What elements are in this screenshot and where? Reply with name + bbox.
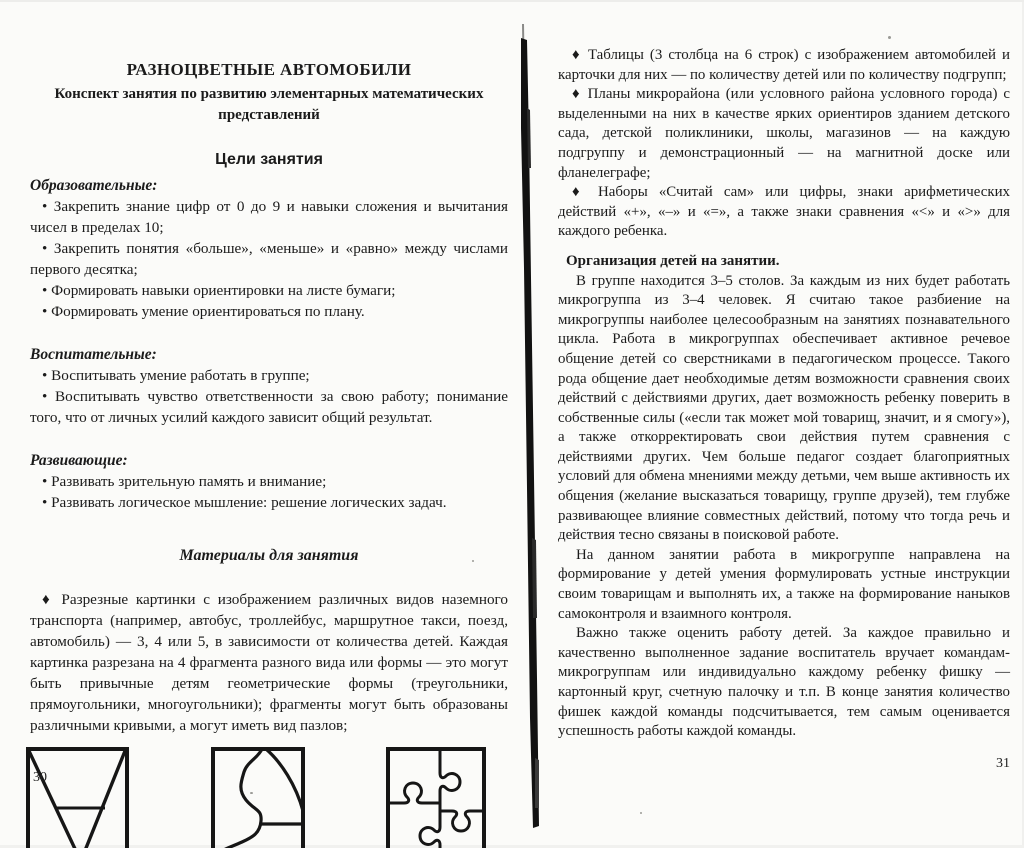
- goal-item: • Развивать логическое мышление: решение логических задач.: [42, 494, 447, 511]
- organization-paragraph: Важно также оценить работу детей. За каждое правильно и качественно выполненное задание воспитатель вручает командам-микрогруппам или индивидуально каждому ребенку фишку — картонный круг, счетную палочку и т.п. В конце занятия количество фишек каждой команды подсчитывается, тем самым оценивается успешность работы каждой команды.: [558, 625, 1010, 740]
- materials-intro-text: ♦ Разрезные картинки с изображением различных видов наземного транспорта (например, автобус, троллейбус, маршрутное такси, поезд, автомобиль) — 3, 4 или 5, в зависимости от количества детей. Каждая картинка разрезана на 4 фрагмента разного вида или формы — это могут быть привычные детям геометрические формы (треугольники, прямоугольники, многоугольники); фрагменты могут быть образованы различными кривыми, а могут иметь вид пазлов;: [30, 591, 508, 734]
- group-label-developing: Развивающие:: [30, 452, 128, 469]
- organization-paragraph: На данном занятии работа в микрогруппе направлена на формирование у детей умения формулировать устные инструкции своим товарищам и выполнять их, а также на формирование наныков самоконтроля и взаимного контроля.: [558, 546, 1010, 622]
- organization-paragraph: В группе находится 3–5 столов. За каждым из них будет работать микрогруппа из 3–4 человек. Я считаю такое разбиение на микрогруппы наиболее целесообразным на занятиях познавательного цикла. Работа в микрогруппах обеспечивает активное речевое общение детей со сверстниками в педагогическом процессе. Такого рода общение дает необходимые детям возможности сравнения своих действий с действиями других, дает возможность ребенку поверить в собственные силы («если так может мой товарищ, значит, и я смогу»), а также откорректировать свои действия путем сравнения с действиями других. Чем больше педагог создает благоприятных условий для обмена мнениями между детьми, чем выше активность их общения (желание высказаться товарищу, группе друзей), тем глубже развивающее влияние совместных действий, потому что тогда речь и действия тесно связаны в поисковой работе.: [558, 272, 1010, 544]
- lesson-subtitle: Конспект занятия по развитию элементарных математических представлений: [54, 86, 484, 123]
- goal-item: • Воспитывать умение работать в группе;: [42, 367, 310, 384]
- square-cut-as-puzzle-figure: [384, 745, 488, 848]
- materials-item: ♦ Наборы «Считай сам» или цифры, знаки арифметических действий «+», «–» и «=», а также знаки сравнения «<» и «>» для каждого ребенка.: [558, 184, 1010, 240]
- book-spine-scan-artifact: [505, 18, 547, 848]
- cut-picture-figures: [24, 745, 488, 848]
- materials-item: ♦ Таблицы (3 столбца на 6 строк) с изображением автомобилей и карточки для них — по количеству детей или по количеству подгрупп;: [558, 47, 1010, 83]
- goal-item: • Закрепить знание цифр от 0 до 9 и навыки сложения и вычитания чисел в пределах 10;: [30, 198, 508, 236]
- page-number-right: 31: [996, 756, 1010, 771]
- goal-item: • Воспитывать чувство ответственности за свою работу; понимание того, что от личных усилий каждого зависит общий результат.: [30, 388, 508, 426]
- page-left: [30, 48, 508, 848]
- scan-speck: [472, 560, 474, 562]
- goal-item: • Закрепить понятия «больше», «меньше» и «равно» между числами первого десятка;: [30, 240, 508, 278]
- materials-item: ♦ Планы микрорайона (или условного района условного города) с выделенными на них в качестве ярких ориентиров зданием детского сада, детской поликлиники, школы, магазинов — на каждую подгруппу и демонстрационный — на магнитной доске или фланелеграфе;: [558, 86, 1010, 181]
- goals-heading: Цели занятия: [215, 151, 323, 168]
- scan-speck: [888, 36, 891, 39]
- goal-item: • Развивать зрительную память и внимание;: [42, 473, 327, 490]
- square-cut-by-triangles-figure: [24, 745, 131, 848]
- goal-item: • Формировать умение ориентироваться по плану.: [42, 303, 365, 320]
- scan-speck: [250, 792, 253, 794]
- materials-heading: Материалы для занятия: [179, 547, 359, 564]
- page-number-left: 30: [33, 770, 47, 785]
- square-cut-by-curves-figure: [209, 745, 307, 848]
- group-label-upbringing: Воспитательные:: [30, 346, 157, 363]
- scan-speck: [640, 812, 642, 814]
- page-right: [558, 46, 1010, 742]
- organization-heading: Организация детей на занятии.: [566, 252, 780, 269]
- goal-item: • Формировать навыки ориентировки на листе бумаги;: [42, 282, 396, 299]
- lesson-title: РАЗНОЦВЕТНЫЕ АВТОМОБИЛИ: [126, 60, 412, 79]
- group-label-educational: Образовательные:: [30, 177, 158, 194]
